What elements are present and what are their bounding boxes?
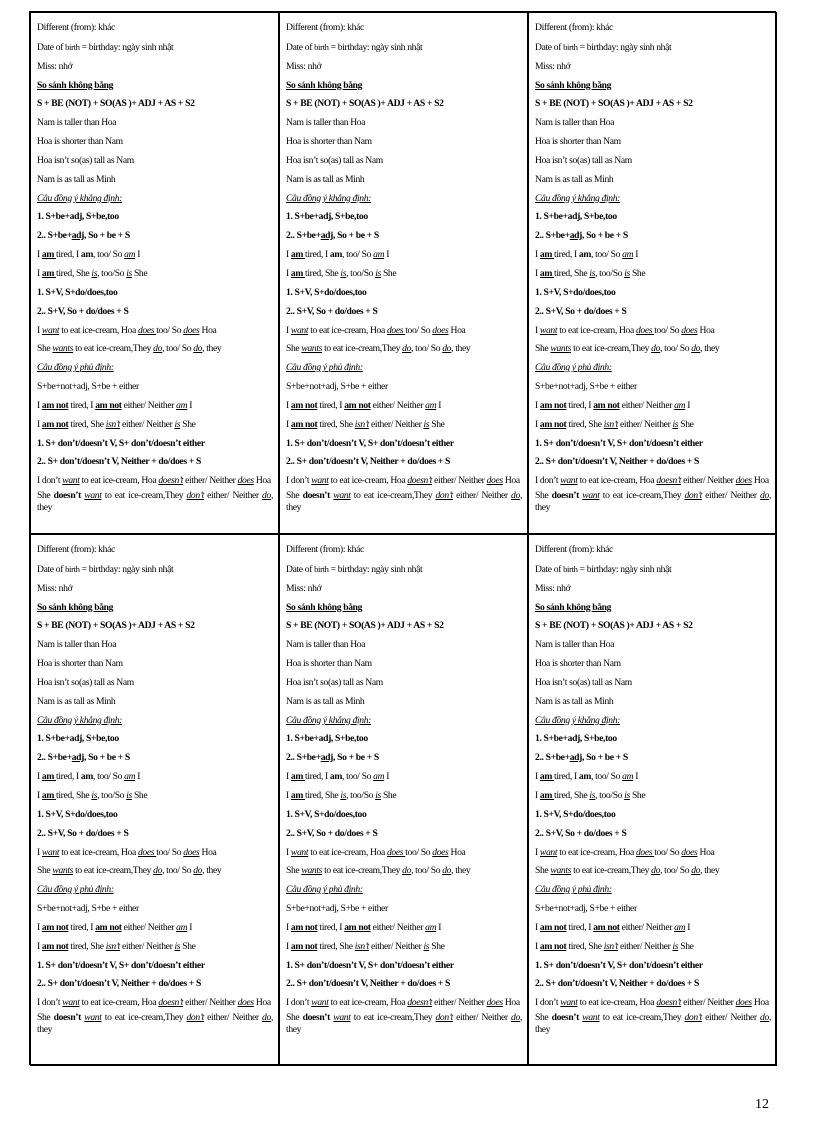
- example-line: Nam is as tall as Minh: [535, 695, 614, 707]
- example-line: Hoa is shorter than Nam: [286, 658, 372, 670]
- heading-agree-negative: Câu đồng ý phủ định:: [286, 362, 363, 374]
- example-line: Hoa is shorter than Nam: [535, 136, 621, 148]
- example-line: I am tired, I am, too/ So am I: [535, 249, 639, 261]
- rule-line: 1. S+ don’t/doesn’t V, S+ don’t/doesn’t either: [535, 959, 703, 971]
- example-line: She wants to eat ice-cream,They do, too/ So do, they: [535, 865, 720, 877]
- rule-line: S+be+not+adj, S+be + either: [37, 903, 139, 915]
- example-line: I don’t want to eat ice-cream, Hoa doesn’t either/ Neither does Hoa: [535, 997, 769, 1009]
- flashcard: [30, 534, 279, 1066]
- rule-line: 1. S+ don’t/doesn’t V, S+ don’t/doesn’t either: [286, 437, 454, 449]
- example-line: She doesn’t want to eat ice-cream,They don’t either/ Neither do, they: [535, 490, 771, 514]
- rule-line: 2.. S+V, So + do/does + S: [286, 305, 378, 317]
- vocab-miss: Miss: nhớ: [286, 582, 322, 594]
- heading-comparison: So sánh không bằng: [535, 601, 612, 613]
- example-line: I don’t want to eat ice-cream, Hoa doesn’t either/ Neither does Hoa: [535, 475, 769, 487]
- rule-line: S+be+not+adj, S+be + either: [535, 903, 637, 915]
- rule-line: 1. S+ don’t/doesn’t V, S+ don’t/doesn’t either: [37, 437, 205, 449]
- flashcard: [279, 12, 528, 534]
- example-line: I want to eat ice-cream, Hoa does too/ So does Hoa: [37, 324, 217, 336]
- heading-comparison: So sánh không bằng: [37, 601, 114, 613]
- vocab-date-of-birth: Date of birth = birthday: ngày sinh nhật: [535, 41, 672, 53]
- example-line: I am not tired, She isn’t either/ Neither is She: [535, 940, 694, 952]
- example-line: I don’t want to eat ice-cream, Hoa doesn’t either/ Neither does Hoa: [286, 997, 520, 1009]
- heading-agree-affirmative: Câu đồng ý khẳng định:: [286, 192, 372, 204]
- example-line: She wants to eat ice-cream,They do, too/ So do, they: [286, 343, 471, 355]
- rule-line: 2.. S+ don’t/doesn’t V, Neither + do/does + S: [37, 978, 202, 990]
- example-line: Nam is as tall as Minh: [286, 173, 365, 185]
- flashcard: [30, 12, 279, 534]
- rule-line: 2.. S+ don’t/doesn’t V, Neither + do/does + S: [286, 456, 451, 468]
- flashcard: [528, 12, 777, 534]
- example-line: I am not tired, She isn’t either/ Neither is She: [535, 418, 694, 430]
- example-line: Nam is taller than Hoa: [535, 639, 615, 651]
- rule-line: 2.. S+V, So + do/does + S: [286, 827, 378, 839]
- example-line: I am not tired, She isn’t either/ Neither is She: [37, 940, 196, 952]
- rule-line: 2.. S+V, So + do/does + S: [37, 827, 129, 839]
- heading-agree-affirmative: Câu đồng ý khẳng định:: [286, 714, 372, 726]
- rule-line: 1. S+be+adj, S+be,too: [535, 211, 617, 223]
- vocab-miss: Miss: nhớ: [535, 582, 571, 594]
- heading-agree-negative: Câu đồng ý phủ định:: [535, 884, 612, 896]
- formula-comparison: S + BE (NOT) + SO(AS )+ ADJ + AS + S2: [286, 620, 444, 632]
- vocab-date-of-birth: Date of birth = birthday: ngày sinh nhật: [37, 41, 174, 53]
- heading-agree-affirmative: Câu đồng ý khẳng định:: [37, 714, 123, 726]
- rule-line: 2.. S+be+adj, So + be + S: [37, 230, 130, 242]
- example-line: Nam is as tall as Minh: [37, 173, 116, 185]
- example-line: I don’t want to eat ice-cream, Hoa doesn’t either/ Neither does Hoa: [286, 475, 520, 487]
- example-line: Hoa is shorter than Nam: [535, 658, 621, 670]
- example-line: Hoa isn’t so(as) tall as Nam: [286, 676, 383, 688]
- formula-comparison: S + BE (NOT) + SO(AS )+ ADJ + AS + S2: [286, 98, 444, 110]
- example-line: I am tired, I am, too/ So am I: [535, 771, 639, 783]
- rule-line: 1. S+be+adj, S+be,too: [37, 211, 119, 223]
- heading-comparison: So sánh không bằng: [286, 601, 363, 613]
- rule-line: 2.. S+V, So + do/does + S: [535, 827, 627, 839]
- rule-line: 1. S+V, S+do/does,too: [535, 286, 616, 298]
- example-line: Hoa isn’t so(as) tall as Nam: [535, 676, 632, 688]
- rule-line: 1. S+V, S+do/does,too: [535, 808, 616, 820]
- rule-line: 1. S+be+adj, S+be,too: [535, 733, 617, 745]
- example-line: I want to eat ice-cream, Hoa does too/ So does Hoa: [535, 846, 715, 858]
- rule-line: S+be+not+adj, S+be + either: [535, 381, 637, 393]
- example-line: I am not tired, She isn’t either/ Neither is She: [286, 418, 445, 430]
- example-line: I am not tired, I am not either/ Neither am I: [535, 921, 691, 933]
- heading-agree-affirmative: Câu đồng ý khẳng định:: [535, 714, 621, 726]
- vocab-miss: Miss: nhớ: [286, 60, 322, 72]
- vocab-date-of-birth: Date of birth = birthday: ngày sinh nhật: [286, 41, 423, 53]
- example-line: I am tired, She is, too/So is She: [37, 789, 148, 801]
- heading-comparison: So sánh không bằng: [535, 79, 612, 91]
- example-line: She wants to eat ice-cream,They do, too/ So do, they: [535, 343, 720, 355]
- example-line: I am tired, She is, too/So is She: [37, 267, 148, 279]
- rule-line: 1. S+be+adj, S+be,too: [37, 733, 119, 745]
- example-line: Nam is as tall as Minh: [535, 173, 614, 185]
- example-line: I am tired, I am, too/ So am I: [286, 771, 390, 783]
- example-line: I am not tired, I am not either/ Neither am I: [286, 399, 442, 411]
- heading-agree-affirmative: Câu đồng ý khẳng định:: [37, 192, 123, 204]
- vocab-date-of-birth: Date of birth = birthday: ngày sinh nhật: [286, 563, 423, 575]
- heading-agree-negative: Câu đồng ý phủ định:: [37, 362, 114, 374]
- vocab-different: Different (from): khác: [535, 22, 613, 33]
- rule-line: 1. S+V, S+do/does,too: [37, 286, 118, 298]
- rule-line: 2.. S+ don’t/doesn’t V, Neither + do/does + S: [37, 456, 202, 468]
- example-line: She wants to eat ice-cream,They do, too/ So do, they: [286, 865, 471, 877]
- example-line: I am not tired, She isn’t either/ Neither is She: [286, 940, 445, 952]
- rule-line: 2.. S+be+adj, So + be + S: [286, 230, 379, 242]
- example-line: I don’t want to eat ice-cream, Hoa doesn’t either/ Neither does Hoa: [37, 475, 271, 487]
- flashcard: [528, 534, 777, 1066]
- example-line: Nam is taller than Hoa: [37, 639, 117, 651]
- example-line: I don’t want to eat ice-cream, Hoa doesn’t either/ Neither does Hoa: [37, 997, 271, 1009]
- vocab-date-of-birth: Date of birth = birthday: ngày sinh nhật: [37, 563, 174, 575]
- example-line: I am not tired, She isn’t either/ Neither is She: [37, 418, 196, 430]
- rule-line: 2.. S+be+adj, So + be + S: [286, 752, 379, 764]
- vocab-miss: Miss: nhớ: [37, 60, 73, 72]
- rule-line: 1. S+V, S+do/does,too: [286, 286, 367, 298]
- rule-line: 1. S+be+adj, S+be,too: [286, 733, 368, 745]
- example-line: She doesn’t want to eat ice-cream,They don’t either/ Neither do, they: [535, 1012, 771, 1036]
- example-line: I want to eat ice-cream, Hoa does too/ So does Hoa: [535, 324, 715, 336]
- example-line: She doesn’t want to eat ice-cream,They don’t either/ Neither do, they: [37, 1012, 273, 1036]
- rule-line: 2.. S+be+adj, So + be + S: [535, 752, 628, 764]
- rule-line: 2.. S+be+adj, So + be + S: [37, 752, 130, 764]
- rule-line: 2.. S+ don’t/doesn’t V, Neither + do/does + S: [535, 978, 700, 990]
- example-line: Hoa isn’t so(as) tall as Nam: [286, 154, 383, 166]
- example-line: I am not tired, I am not either/ Neither am I: [37, 399, 193, 411]
- heading-agree-affirmative: Câu đồng ý khẳng định:: [535, 192, 621, 204]
- formula-comparison: S + BE (NOT) + SO(AS )+ ADJ + AS + S2: [535, 98, 693, 110]
- example-line: Nam is as tall as Minh: [286, 695, 365, 707]
- example-line: I am tired, I am, too/ So am I: [286, 249, 390, 261]
- example-line: I want to eat ice-cream, Hoa does too/ So does Hoa: [286, 324, 466, 336]
- vocab-different: Different (from): khác: [37, 544, 115, 555]
- example-line: I am tired, I am, too/ So am I: [37, 249, 141, 261]
- page-number: 12: [755, 1097, 769, 1112]
- vocab-different: Different (from): khác: [535, 544, 613, 555]
- example-line: She doesn’t want to eat ice-cream,They don’t either/ Neither do, they: [37, 490, 273, 514]
- heading-agree-negative: Câu đồng ý phủ định:: [535, 362, 612, 374]
- vocab-different: Different (from): khác: [286, 544, 364, 555]
- formula-comparison: S + BE (NOT) + SO(AS )+ ADJ + AS + S2: [37, 620, 195, 632]
- vocab-different: Different (from): khác: [37, 22, 115, 33]
- rule-line: S+be+not+adj, S+be + either: [37, 381, 139, 393]
- example-line: I am not tired, I am not either/ Neither am I: [286, 921, 442, 933]
- example-line: I want to eat ice-cream, Hoa does too/ So does Hoa: [286, 846, 466, 858]
- example-line: Hoa is shorter than Nam: [286, 136, 372, 148]
- example-line: She doesn’t want to eat ice-cream,They don’t either/ Neither do, they: [286, 1012, 522, 1036]
- example-line: Nam is taller than Hoa: [286, 117, 366, 129]
- rule-line: S+be+not+adj, S+be + either: [286, 381, 388, 393]
- formula-comparison: S + BE (NOT) + SO(AS )+ ADJ + AS + S2: [535, 620, 693, 632]
- heading-comparison: So sánh không bằng: [286, 79, 363, 91]
- flashcard: [279, 534, 528, 1066]
- vocab-date-of-birth: Date of birth = birthday: ngày sinh nhật: [535, 563, 672, 575]
- rule-line: 2.. S+ don’t/doesn’t V, Neither + do/does + S: [535, 456, 700, 468]
- rule-line: 1. S+V, S+do/does,too: [37, 808, 118, 820]
- rule-line: 2.. S+be+adj, So + be + S: [535, 230, 628, 242]
- vocab-miss: Miss: nhớ: [535, 60, 571, 72]
- heading-comparison: So sánh không bằng: [37, 79, 114, 91]
- example-line: Nam is as tall as Minh: [37, 695, 116, 707]
- vocab-different: Different (from): khác: [286, 22, 364, 33]
- formula-comparison: S + BE (NOT) + SO(AS )+ ADJ + AS + S2: [37, 98, 195, 110]
- rule-line: 2.. S+V, So + do/does + S: [37, 305, 129, 317]
- rule-line: 2.. S+V, So + do/does + S: [535, 305, 627, 317]
- example-line: I am not tired, I am not either/ Neither am I: [535, 399, 691, 411]
- vocab-miss: Miss: nhớ: [37, 582, 73, 594]
- example-line: Hoa isn’t so(as) tall as Nam: [535, 154, 632, 166]
- example-line: Hoa is shorter than Nam: [37, 136, 123, 148]
- rule-line: 1. S+ don’t/doesn’t V, S+ don’t/doesn’t either: [37, 959, 205, 971]
- rule-line: S+be+not+adj, S+be + either: [286, 903, 388, 915]
- rule-line: 1. S+ don’t/doesn’t V, S+ don’t/doesn’t either: [535, 437, 703, 449]
- example-line: I am tired, I am, too/ So am I: [37, 771, 141, 783]
- example-line: Nam is taller than Hoa: [535, 117, 615, 129]
- example-line: I want to eat ice-cream, Hoa does too/ So does Hoa: [37, 846, 217, 858]
- example-line: Hoa isn’t so(as) tall as Nam: [37, 676, 134, 688]
- rule-line: 1. S+ don’t/doesn’t V, S+ don’t/doesn’t either: [286, 959, 454, 971]
- example-line: I am tired, She is, too/So is She: [286, 267, 397, 279]
- example-line: Hoa isn’t so(as) tall as Nam: [37, 154, 134, 166]
- rule-line: 1. S+be+adj, S+be,too: [286, 211, 368, 223]
- example-line: She wants to eat ice-cream,They do, too/ So do, they: [37, 865, 222, 877]
- example-line: Hoa is shorter than Nam: [37, 658, 123, 670]
- rule-line: 1. S+V, S+do/does,too: [286, 808, 367, 820]
- heading-agree-negative: Câu đồng ý phủ định:: [37, 884, 114, 896]
- example-line: I am tired, She is, too/So is She: [535, 789, 646, 801]
- example-line: Nam is taller than Hoa: [37, 117, 117, 129]
- example-line: She doesn’t want to eat ice-cream,They don’t either/ Neither do, they: [286, 490, 522, 514]
- example-line: I am tired, She is, too/So is She: [286, 789, 397, 801]
- heading-agree-negative: Câu đồng ý phủ định:: [286, 884, 363, 896]
- example-line: Nam is taller than Hoa: [286, 639, 366, 651]
- rule-line: 2.. S+ don’t/doesn’t V, Neither + do/does + S: [286, 978, 451, 990]
- example-line: I am tired, She is, too/So is She: [535, 267, 646, 279]
- example-line: I am not tired, I am not either/ Neither am I: [37, 921, 193, 933]
- example-line: She wants to eat ice-cream,They do, too/ So do, they: [37, 343, 222, 355]
- flashcard-grid: [29, 11, 776, 1065]
